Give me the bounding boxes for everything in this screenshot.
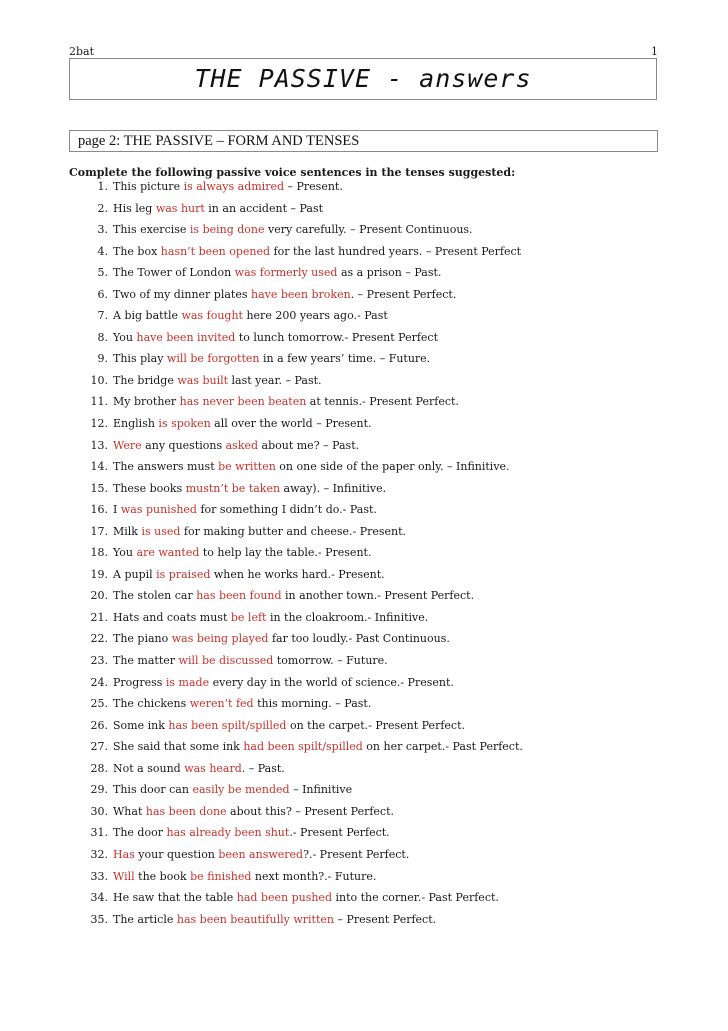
section-heading: page 2: THE PASSIVE – FORM AND TENSES: [69, 130, 658, 152]
sentence-text: – Infinitive: [289, 783, 353, 797]
sentence-text: This play: [113, 352, 167, 366]
item-sentence: [113, 525, 406, 539]
answer-item: [69, 891, 669, 913]
item-number: 11.: [90, 395, 108, 409]
item-sentence: [113, 331, 438, 345]
sentence-text: every day in the world of science.- Present.: [209, 675, 454, 689]
answer-item: [69, 913, 669, 935]
answer-verb: be left: [230, 610, 267, 624]
sentence-text: These books: [113, 481, 186, 495]
sentence-text: I: [113, 503, 121, 517]
item-number: 13.: [90, 438, 108, 452]
sentence-text: . – Present Perfect.: [350, 287, 457, 301]
item-sentence: [113, 352, 430, 366]
item-sentence: [113, 202, 323, 216]
answer-verb: have been invited: [136, 330, 236, 344]
page-title: THE PASSIVE - answers: [69, 58, 657, 100]
answer-verb: Has: [113, 847, 135, 861]
answer-item: [69, 417, 669, 439]
answer-verb: was fought: [181, 309, 243, 323]
sentence-text: The stolen car: [113, 589, 197, 603]
item-number: 14.: [90, 460, 108, 474]
item-sentence: [113, 740, 523, 754]
sentence-text: on her carpet.- Past Perfect.: [362, 740, 523, 754]
answer-verb: has been done: [145, 804, 227, 818]
item-number: 6.: [97, 287, 108, 301]
item-number: 23.: [90, 654, 108, 668]
sentence-text: for the last hundred years. – Present Perfect: [270, 244, 522, 258]
answer-verb: had been pushed: [236, 891, 332, 905]
sentence-text: The box: [113, 244, 161, 258]
answer-verb: was being played: [171, 632, 269, 646]
item-sentence: [113, 546, 371, 560]
answer-verb: Will: [113, 869, 135, 883]
answer-item: [69, 503, 669, 525]
answer-item: [69, 762, 669, 784]
sentence-text: Some ink: [113, 718, 169, 732]
sentence-text: Milk: [113, 524, 142, 538]
sentence-text: The matter: [113, 654, 179, 668]
answer-verb: is being done: [189, 223, 265, 237]
page-header: [69, 45, 658, 59]
sentence-text: for making butter and cheese.- Present.: [180, 524, 407, 538]
answer-verb: mustn’t be taken: [185, 481, 281, 495]
sentence-text: any questions: [141, 438, 226, 452]
answer-verb: has never been beaten: [179, 395, 307, 409]
answer-item: [69, 805, 669, 827]
answer-verb: has been spilt/spilled: [168, 718, 287, 732]
answer-verb: is always admired: [183, 180, 285, 193]
item-number: 15.: [90, 481, 108, 495]
item-number: 7.: [97, 309, 108, 323]
sentence-text: . – Past.: [241, 761, 285, 775]
answer-item: [69, 439, 669, 461]
answer-item: [69, 331, 669, 353]
answer-item: [69, 568, 669, 590]
sentence-text: tomorrow. – Future.: [273, 654, 388, 668]
sentence-text: for something I didn’t do.- Past.: [196, 503, 377, 517]
item-sentence: [113, 697, 371, 711]
answer-item: [69, 288, 669, 310]
sentence-text: your question: [134, 847, 219, 861]
sentence-text: when he works hard.- Present.: [210, 567, 385, 581]
sentence-text: here 200 years ago.- Past: [242, 309, 388, 323]
answer-verb: will be forgotten: [166, 352, 260, 366]
item-sentence: [113, 589, 474, 603]
item-sentence: [113, 245, 521, 259]
sentence-text: This picture: [113, 180, 184, 193]
answer-item: [69, 374, 669, 396]
sentence-text: You: [113, 546, 137, 560]
sentence-text: ?.- Present Perfect.: [303, 847, 410, 861]
sentence-text: The door: [113, 826, 167, 840]
answer-verb: was punished: [120, 503, 197, 517]
answer-item: [69, 180, 669, 202]
item-number: 31.: [90, 826, 108, 840]
sentence-text: to help lay the table.- Present.: [199, 546, 372, 560]
item-number: 34.: [90, 891, 108, 905]
sentence-text: on one side of the paper only. – Infinitive.: [275, 460, 510, 474]
answer-verb: be written: [218, 460, 276, 474]
item-number: 26.: [90, 718, 108, 732]
answer-item: [69, 395, 669, 417]
answer-item: [69, 611, 669, 633]
sentence-text: The chickens: [113, 697, 190, 711]
item-sentence: [113, 223, 473, 237]
item-number: 19.: [90, 567, 108, 581]
item-number: 17.: [90, 524, 108, 538]
sentence-text: this morning. – Past.: [253, 697, 372, 711]
answer-verb: is praised: [156, 567, 211, 581]
sentence-text: What: [113, 804, 146, 818]
sentence-text: The Tower of London: [113, 266, 235, 280]
header-class-label: 2bat: [69, 45, 95, 58]
answer-item: [69, 245, 669, 267]
sentence-text: in an accident – Past: [204, 201, 324, 215]
sentence-text: as a prison – Past.: [337, 266, 442, 280]
sentence-text: in another town.- Present Perfect.: [281, 589, 475, 603]
answer-verb: will be discussed: [178, 654, 274, 668]
sentence-text: He saw that the table: [113, 891, 237, 905]
page-number: 1: [651, 45, 658, 58]
item-number: 12.: [90, 417, 108, 431]
answer-item: [69, 870, 669, 892]
item-sentence: [113, 611, 428, 625]
answer-verb: has been beautifully written: [176, 912, 334, 926]
sentence-text: A big battle: [113, 309, 182, 323]
item-number: 5.: [97, 266, 108, 280]
answer-item: [69, 826, 669, 848]
item-number: 4.: [97, 244, 108, 258]
sentence-text: in the cloakroom.- Infinitive.: [266, 610, 429, 624]
sentence-text: Not a sound: [113, 761, 185, 775]
answer-item: [69, 223, 669, 245]
sentence-text: The answers must: [113, 460, 219, 474]
item-sentence: [113, 460, 510, 474]
answer-verb: Were: [113, 438, 142, 452]
item-sentence: [113, 288, 456, 302]
sentence-text: My brother: [113, 395, 180, 409]
item-sentence: [113, 374, 322, 388]
sentence-text: Progress: [113, 675, 166, 689]
sentence-text: .- Present Perfect.: [289, 826, 390, 840]
sentence-text: very carefully. – Present Continuous.: [264, 223, 473, 237]
answer-item: [69, 719, 669, 741]
answer-item: [69, 352, 669, 374]
sentence-text: in a few years’ time. – Future.: [259, 352, 431, 366]
item-number: 3.: [97, 223, 108, 237]
item-sentence: [113, 870, 376, 884]
answer-item: [69, 202, 669, 224]
answer-item: [69, 525, 669, 547]
item-sentence: [113, 439, 359, 453]
item-number: 20.: [90, 589, 108, 603]
item-sentence: [113, 783, 352, 797]
sentence-text: on the carpet.- Present Perfect.: [286, 718, 465, 732]
sentence-text: The bridge: [113, 373, 178, 387]
item-sentence: [113, 395, 459, 409]
answer-verb: weren’t fed: [189, 697, 254, 711]
answer-verb: is spoken: [158, 417, 211, 431]
answer-item: [69, 460, 669, 482]
answer-verb: are wanted: [136, 546, 200, 560]
answer-item: [69, 783, 669, 805]
answer-item: [69, 676, 669, 698]
item-sentence: [113, 805, 394, 819]
instruction-text: Complete the following passive voice sentences in the tenses suggested:: [69, 166, 516, 179]
item-number: 25.: [90, 697, 108, 711]
item-number: 9.: [97, 352, 108, 366]
answer-item: [69, 309, 669, 331]
answer-item: [69, 654, 669, 676]
sentence-text: about me? – Past.: [258, 438, 360, 452]
sentence-text: at tennis.- Present Perfect.: [306, 395, 459, 409]
sentence-text: The article: [113, 912, 177, 926]
answer-item: [69, 848, 669, 870]
answer-verb: has already been shut: [166, 826, 290, 840]
answer-verb: is made: [165, 675, 210, 689]
sentence-text: She said that some ink: [113, 740, 244, 754]
sentence-text: Two of my dinner plates: [113, 287, 251, 301]
answer-verb: asked: [225, 438, 259, 452]
answer-verb: is used: [141, 524, 181, 538]
item-sentence: [113, 719, 465, 733]
item-sentence: [113, 891, 499, 905]
sentence-text: A pupil: [113, 567, 157, 581]
answer-item: [69, 482, 669, 504]
answer-list: [69, 180, 669, 934]
item-number: 35.: [90, 912, 108, 926]
item-sentence: [113, 762, 285, 776]
answer-item: [69, 589, 669, 611]
sentence-text: to lunch tomorrow.- Present Perfect: [235, 330, 439, 344]
sentence-text: about this? – Present Perfect.: [226, 804, 395, 818]
item-sentence: [113, 503, 377, 517]
item-sentence: [113, 568, 385, 582]
item-sentence: [113, 632, 450, 646]
answer-verb: was formerly used: [234, 266, 338, 280]
answer-verb: be finished: [190, 869, 252, 883]
item-sentence: [113, 417, 372, 431]
sentence-text: next month?.- Future.: [251, 869, 377, 883]
item-number: 16.: [90, 503, 108, 517]
item-sentence: [113, 848, 409, 862]
answer-verb: was built: [177, 373, 229, 387]
sentence-text: all over the world – Present.: [210, 417, 372, 431]
item-sentence: [113, 180, 343, 194]
item-sentence: [113, 654, 388, 668]
sentence-text: You: [113, 330, 137, 344]
answer-verb: had been spilt/spilled: [243, 740, 363, 754]
sentence-text: His leg: [113, 201, 156, 215]
answer-verb: been answered: [218, 847, 304, 861]
item-number: 27.: [90, 740, 108, 754]
sentence-text: – Present.: [284, 180, 343, 193]
sentence-text: English: [113, 417, 159, 431]
item-number: 24.: [90, 675, 108, 689]
answer-verb: hasn’t been opened: [160, 244, 271, 258]
item-number: 28.: [90, 761, 108, 775]
sentence-text: far too loudly.- Past Continuous.: [268, 632, 450, 646]
sentence-text: last year. – Past.: [228, 373, 322, 387]
item-number: 32.: [90, 847, 108, 861]
item-number: 8.: [97, 330, 108, 344]
answer-item: [69, 740, 669, 762]
item-number: 33.: [90, 869, 108, 883]
sentence-text: away). – Infinitive.: [280, 481, 387, 495]
sentence-text: This door can: [113, 783, 193, 797]
sentence-text: – Present Perfect.: [333, 912, 437, 926]
item-sentence: [113, 826, 390, 840]
item-sentence: [113, 309, 388, 323]
item-number: 29.: [90, 783, 108, 797]
answer-item: [69, 697, 669, 719]
item-number: 18.: [90, 546, 108, 560]
item-sentence: [113, 266, 441, 280]
answer-verb: has been found: [196, 589, 282, 603]
answer-verb: easily be mended: [192, 783, 290, 797]
answer-verb: was heard: [184, 761, 242, 775]
answer-item: [69, 546, 669, 568]
answer-item: [69, 266, 669, 288]
sentence-text: into the corner.- Past Perfect.: [331, 891, 499, 905]
item-number: 21.: [90, 610, 108, 624]
answer-verb: was hurt: [155, 201, 205, 215]
answer-item: [69, 632, 669, 654]
sentence-text: The piano: [113, 632, 172, 646]
answer-verb: have been broken: [251, 287, 351, 301]
sentence-text: Hats and coats must: [113, 610, 231, 624]
item-sentence: [113, 913, 436, 927]
item-number: 1.: [97, 180, 108, 193]
item-number: 10.: [90, 373, 108, 387]
item-sentence: [113, 676, 454, 690]
item-sentence: [113, 482, 386, 496]
sentence-text: the book: [134, 869, 191, 883]
item-number: 22.: [90, 632, 108, 646]
sentence-text: This exercise: [113, 223, 190, 237]
item-number: 2.: [97, 201, 108, 215]
item-number: 30.: [90, 804, 108, 818]
